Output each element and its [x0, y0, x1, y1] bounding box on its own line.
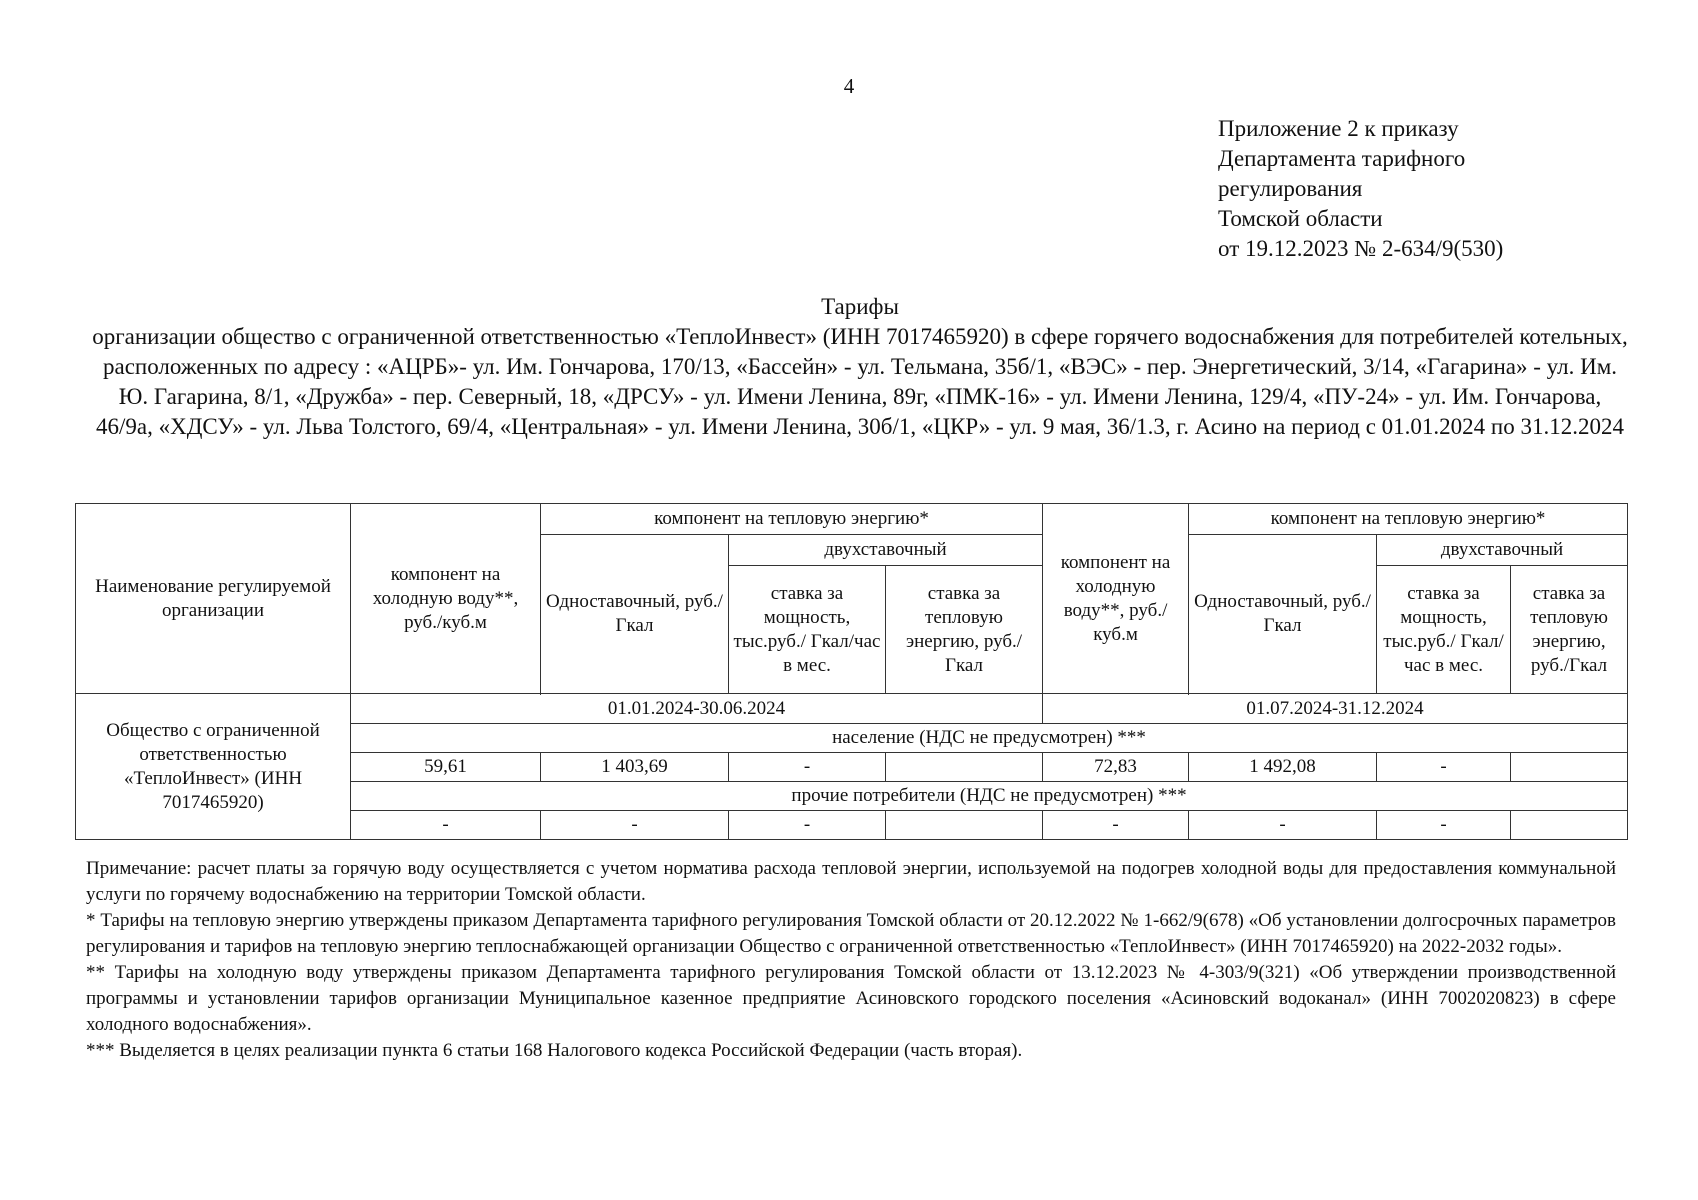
table-cell: -	[1189, 811, 1377, 840]
header-cold-water-1: компонент на холодную воду**, руб./куб.м	[351, 504, 541, 694]
header-heat-component-2: компонент на тепловую энергию*	[1189, 504, 1628, 535]
table-cell	[1511, 811, 1628, 840]
header-org-name: Наименование регулируемой организации	[76, 504, 351, 694]
note-main: Примечание: расчет платы за горячую воду осуществляется с учетом норматива расхода тепловой энергии, используемой на подогрев холодной воды для предоставления коммунальной услуги по горячему водоснабжению на территории Томской области.	[86, 858, 1616, 905]
table-cell: -	[1377, 753, 1511, 782]
appendix-line: Департамента тарифного	[1218, 146, 1466, 171]
note-cold-water: ** Тарифы на холодную воду утверждены приказом Департамента тарифного регулирования Томской области от 13.12.2023 № 4-303/9(321) «Об утверждении производственной программы и установлении тарифов организации Муниципальное казенное предприятие Асиновского городского поселения «Асиновский водоканал» (ИНН 7002020823) в сфере холодного водоснабжения».	[86, 962, 1616, 1035]
table-cell: -	[1377, 811, 1511, 840]
header-energy-rate-2: ставка за тепловую энергию, руб./Гкал	[1511, 566, 1628, 694]
period-2: 01.07.2024-31.12.2024	[1043, 694, 1628, 724]
table-cell	[886, 811, 1043, 840]
table-cell: -	[729, 753, 886, 782]
header-heat-component-1: компонент на тепловую энергию*	[541, 504, 1043, 535]
header-two-rate-1: двухставочный	[729, 535, 1043, 566]
table-cell: -	[351, 811, 541, 840]
appendix-line: Томской области	[1218, 206, 1383, 231]
tariff-table	[75, 503, 1628, 840]
appendix-line: от 19.12.2023 № 2-634/9(530)	[1218, 236, 1504, 261]
group-population: население (НДС не предусмотрен) ***	[351, 724, 1628, 753]
table-cell	[886, 753, 1043, 782]
table-cell: 1 492,08	[1189, 753, 1377, 782]
table-cell	[1511, 753, 1628, 782]
document-subtitle: организации общество с ограниченной ответственностью «ТеплоИнвест» (ИНН 7017465920) в сфере горячего водоснабжения для потребителей котельных, расположенных по адресу : «АЦРБ»- ул. Им. Гончарова, 170/13, «Бассейн» - ул. Тельмана, 35б/1, «ВЭС» - пер. Энергетический, 3/14, «Гагарина» - ул. Им. Ю. Гагарина, 8/1, «Дружба» - пер. Северный, 18, «ДРСУ» - ул. Имени Ленина, 89г, «ПМК-16» - ул. Имени Ленина, 129/4, «ПУ-24» - ул. Им. Гончарова, 46/9а, «ХДСУ» - ул. Льва Толстого, 69/4, «Центральная» - ул. Имени Ленина, 30б/1, «ЦКР» - ул. 9 мая, 36/1.3, г. Асино на период с 01.01.2024 по 31.12.2024	[92, 324, 1628, 439]
group-other: прочие потребители (НДС не предусмотрен) ***	[351, 782, 1628, 811]
header-cold-water-2: компонент на холодную воду**, руб./куб.м	[1043, 504, 1189, 694]
period-1: 01.01.2024-30.06.2024	[351, 694, 1043, 724]
table-cell: 72,83	[1043, 753, 1189, 782]
notes-block	[86, 856, 1616, 1064]
header-capacity-rate-1: ставка за мощность, тыс.руб./ Гкал/час в мес.	[729, 566, 886, 694]
table-cell: -	[541, 811, 729, 840]
header-single-rate-1: Одноставочный, руб./Гкал	[541, 535, 729, 694]
note-heat: * Тарифы на тепловую энергию утверждены приказом Департамента тарифного регулирования Томской области от 20.12.2022 № 1-662/9(678) «Об установлении долгосрочных параметров регулирования и тарифов на тепловую энергию теплоснабжающей организации Общество с ограниченной ответственностью «ТеплоИнвест» (ИНН 7017465920) на 2022-2032 годы».	[86, 910, 1616, 957]
header-single-rate-2: Одноставочный, руб./Гкал	[1189, 535, 1377, 694]
table-cell: -	[729, 811, 886, 840]
table-cell: 1 403,69	[541, 753, 729, 782]
header-capacity-rate-2: ставка за мощность, тыс.руб./ Гкал/час в мес.	[1377, 566, 1511, 694]
appendix-line: регулирования	[1218, 176, 1363, 201]
header-two-rate-2: двухставочный	[1377, 535, 1628, 566]
page-number: 4	[843, 74, 855, 98]
header-energy-rate-1: ставка за тепловую энергию, руб./Гкал	[886, 566, 1043, 694]
note-vat: *** Выделяется в целях реализации пункта 6 статьи 168 Налогового кодекса Российской Федерации (часть вторая).	[86, 1040, 1023, 1061]
org-name-cell: Общество с ограниченной ответственностью «ТеплоИнвест» (ИНН 7017465920)	[76, 694, 351, 840]
table-cell: 59,61	[351, 753, 541, 782]
document-title: Тарифы	[821, 294, 899, 319]
appendix-line: Приложение 2 к приказу	[1218, 116, 1459, 141]
appendix-block	[1218, 114, 1503, 264]
table-cell: -	[1043, 811, 1189, 840]
